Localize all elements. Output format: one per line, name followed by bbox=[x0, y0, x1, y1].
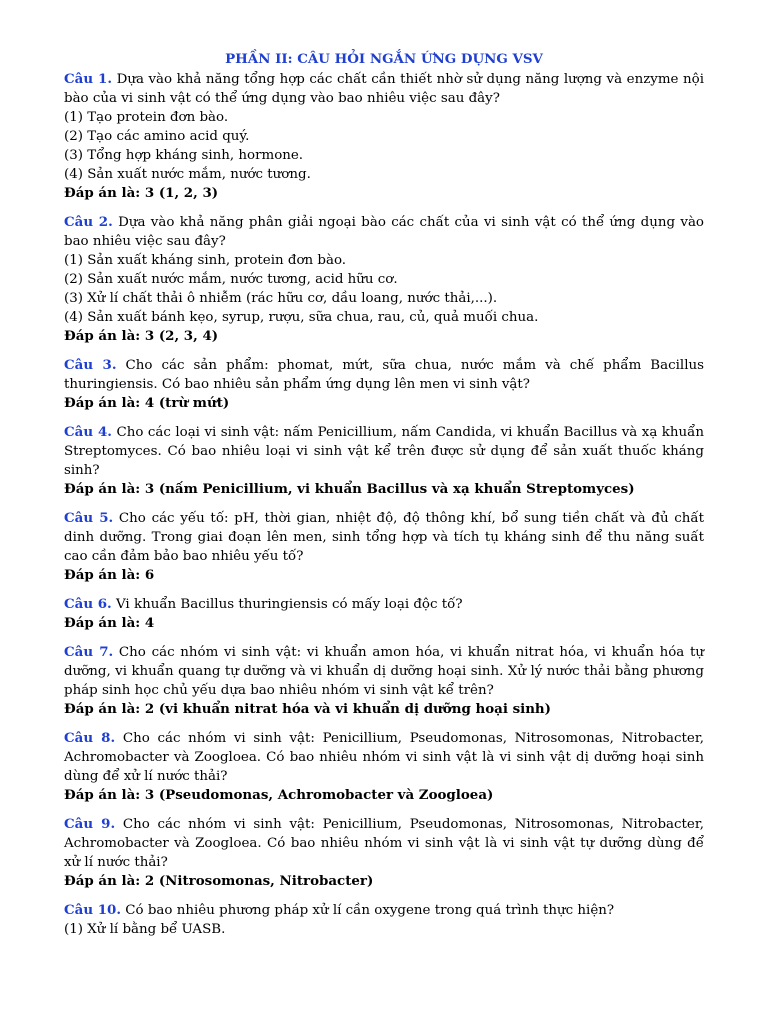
option-item: (3) Xử lí chất thải ô nhiễm (rác hữu cơ, dầu loang, nước thải,...). bbox=[64, 291, 498, 306]
question-text: Có bao nhiêu phương pháp xử lí cần oxygene trong quá trình thực hiện? bbox=[125, 903, 615, 918]
question-block bbox=[64, 643, 704, 719]
answer-line: Đáp án là: 2 (Nitrosomonas, Nitrobacter) bbox=[64, 873, 374, 889]
question-stem bbox=[64, 595, 704, 614]
question-block bbox=[64, 213, 704, 346]
question-stem bbox=[64, 509, 704, 566]
option-item: (4) Sản xuất bánh kẹo, syrup, rượu, sữa chua, rau, củ, quả muối chua. bbox=[64, 310, 539, 325]
question-stem bbox=[64, 815, 704, 872]
question-block bbox=[64, 901, 704, 939]
question-stem bbox=[64, 213, 704, 251]
question-block bbox=[64, 356, 704, 413]
option-item: (2) Tạo các amino acid quý. bbox=[64, 129, 250, 144]
question-number: Câu 6. bbox=[64, 596, 112, 612]
answer-line: Đáp án là: 3 (1, 2, 3) bbox=[64, 185, 219, 201]
answer-line: Đáp án là: 4 bbox=[64, 615, 155, 631]
question-text: Cho các sản phẩm: phomat, mứt, sữa chua, nước mắm và chế phẩm Bacillus thuringiensis. Có bao nhiêu sản phẩm ứng dụng lên men vi sinh vật? bbox=[64, 358, 704, 392]
question-number: Câu 8. bbox=[64, 730, 116, 746]
option-item: (1) Xử lí bằng bể UASB. bbox=[64, 922, 226, 937]
option-item: (3) Tổng hợp kháng sinh, hormone. bbox=[64, 148, 304, 163]
question-text: Vi khuẩn Bacillus thuringiensis có mấy loại độc tố? bbox=[115, 597, 463, 612]
question-number: Câu 4. bbox=[64, 424, 112, 440]
question-number: Câu 9. bbox=[64, 816, 116, 832]
option-item: (1) Tạo protein đơn bào. bbox=[64, 110, 229, 125]
answer-line: Đáp án là: 2 (vi khuẩn nitrat hóa và vi khuẩn dị dưỡng hoại sinh) bbox=[64, 701, 552, 717]
question-stem bbox=[64, 423, 704, 480]
question-stem bbox=[64, 70, 704, 108]
answer-line: Đáp án là: 6 bbox=[64, 567, 155, 583]
question-list bbox=[64, 70, 704, 939]
option-item: (1) Sản xuất kháng sinh, protein đơn bào. bbox=[64, 253, 347, 268]
question-number: Câu 7. bbox=[64, 644, 114, 660]
question-stem bbox=[64, 356, 704, 394]
question-text: Dựa vào khả năng tổng hợp các chất cần thiết nhờ sử dụng năng lượng và enzyme nội bào của vi sinh vật có thể ứng dụng vào bao nhiêu việc sau đây? bbox=[64, 72, 704, 106]
question-stem bbox=[64, 729, 704, 786]
question-text: Cho các nhóm vi sinh vật: Penicillium, Pseudomonas, Nitrosomonas, Nitrobacter, Achromobacter và Zoogloea. Có bao nhiêu nhóm vi sinh vật là vi sinh vật dị dưỡng hoại sinh dùng để xử lí nước thải? bbox=[64, 731, 705, 784]
question-stem bbox=[64, 643, 704, 700]
question-block bbox=[64, 509, 704, 585]
option-item: (4) Sản xuất nước mắm, nước tương. bbox=[64, 167, 311, 182]
question-number: Câu 1. bbox=[64, 71, 113, 87]
question-text: Dựa vào khả năng phân giải ngoại bào các chất của vi sinh vật có thể ứng dụng vào bao nhiêu việc sau đây? bbox=[64, 215, 704, 249]
question-block bbox=[64, 423, 704, 499]
answer-line: Đáp án là: 3 (nấm Penicillium, vi khuẩn Bacillus và xạ khuẩn Streptomyces) bbox=[64, 481, 635, 497]
option-item: (2) Sản xuất nước mắm, nước tương, acid hữu cơ. bbox=[64, 272, 398, 287]
question-text: Cho các nhóm vi sinh vật: Penicillium, Pseudomonas, Nitrosomonas, Nitrobacter, Achromobacter và Zoogloea. Có bao nhiêu nhóm vi sinh vật là vi sinh vật tự dưỡng dùng để xử lí nước thải? bbox=[64, 817, 705, 870]
question-text: Cho các loại vi sinh vật: nấm Penicillium, nấm Candida, vi khuẩn Bacillus và xạ khuẩn Streptomyces. Có bao nhiêu loại vi sinh vật kể trên được sử dụng để sản xuất thuốc kháng sinh? bbox=[64, 425, 704, 478]
question-block bbox=[64, 70, 704, 203]
question-text: Cho các yếu tố: pH, thời gian, nhiệt độ, độ thông khí, bổ sung tiền chất và đủ chất dinh dưỡng. Trong giai đoạn lên men, sinh tổng hợp và tích tụ kháng sinh để thu năng suất cao cần đảm bảo bao nhiêu yếu tố? bbox=[64, 511, 704, 564]
answer-line: Đáp án là: 3 (2, 3, 4) bbox=[64, 328, 219, 344]
answer-line: Đáp án là: 4 (trừ mứt) bbox=[64, 395, 230, 411]
answer-line: Đáp án là: 3 (Pseudomonas, Achromobacter và Zoogloea) bbox=[64, 787, 494, 803]
question-number: Câu 3. bbox=[64, 357, 117, 373]
question-block bbox=[64, 729, 704, 805]
question-block bbox=[64, 595, 704, 633]
question-text: Cho các nhóm vi sinh vật: vi khuẩn amon hóa, vi khuẩn nitrat hóa, vi khuẩn hóa tự dưỡng, vi khuẩn quang tự dưỡng và vi khuẩn dị dưỡng hoại sinh. Xử lý nước thải bằng phương pháp sinh học chủ yếu dựa bao nhiêu nhóm vi sinh vật kể trên? bbox=[64, 645, 704, 698]
question-stem bbox=[64, 901, 704, 920]
page-title: PHẦN II: CÂU HỎI NGẮN ỨNG DỤNG VSV bbox=[225, 51, 543, 67]
question-number: Câu 10. bbox=[64, 902, 122, 918]
question-block bbox=[64, 815, 704, 891]
question-number: Câu 2. bbox=[64, 214, 113, 230]
question-number: Câu 5. bbox=[64, 510, 114, 526]
